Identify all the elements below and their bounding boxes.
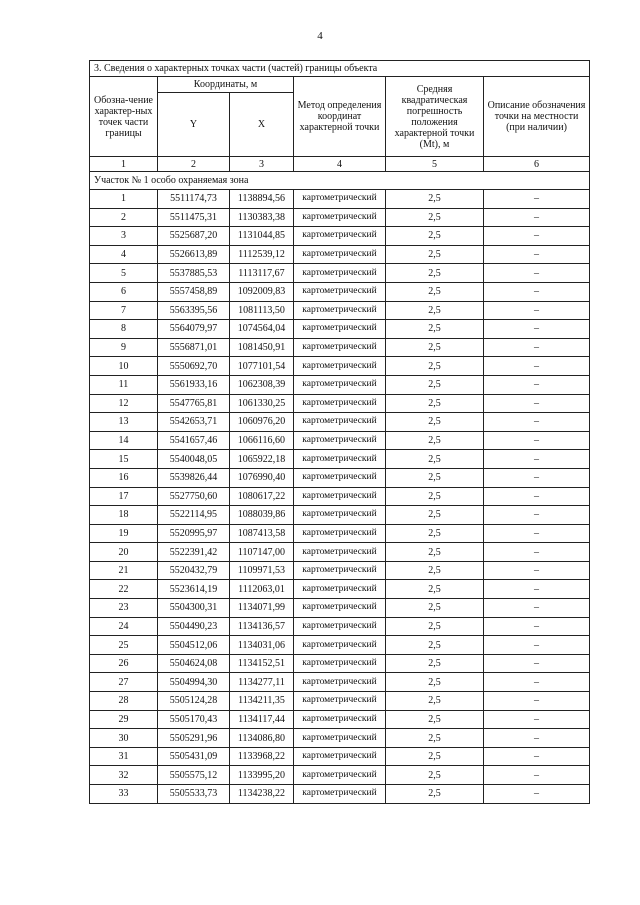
description-cell: – xyxy=(484,747,590,766)
point-number-cell: 2 xyxy=(90,208,158,227)
accuracy-cell: 2,5 xyxy=(386,729,484,748)
coord-y-cell: 5541657,46 xyxy=(158,431,230,450)
description-cell: – xyxy=(484,431,590,450)
coord-y-cell: 5525687,20 xyxy=(158,227,230,246)
coord-x-cell: 1134086,80 xyxy=(230,729,294,748)
accuracy-cell: 2,5 xyxy=(386,245,484,264)
boundary-points-table xyxy=(89,60,590,804)
point-number-cell: 8 xyxy=(90,320,158,339)
point-number-cell: 18 xyxy=(90,506,158,525)
coord-x-cell: 1134152,51 xyxy=(230,654,294,673)
coord-y-cell: 5520432,79 xyxy=(158,561,230,580)
accuracy-cell: 2,5 xyxy=(386,431,484,450)
accuracy-cell: 2,5 xyxy=(386,617,484,636)
description-cell: – xyxy=(484,375,590,394)
accuracy-cell: 2,5 xyxy=(386,450,484,469)
coord-y-cell: 5505124,28 xyxy=(158,692,230,711)
table-row xyxy=(90,375,590,394)
coord-x-cell: 1076990,40 xyxy=(230,468,294,487)
header-accuracy: Средняя квадратическая погрешность положения характерной точки (Mt), м xyxy=(386,77,484,157)
coord-x-cell: 1087413,58 xyxy=(230,524,294,543)
column-number: 4 xyxy=(294,157,386,172)
column-number: 3 xyxy=(230,157,294,172)
coord-x-cell: 1134238,22 xyxy=(230,785,294,804)
table-row xyxy=(90,487,590,506)
point-number-cell: 27 xyxy=(90,673,158,692)
coord-y-cell: 5504300,31 xyxy=(158,599,230,618)
table-row xyxy=(90,599,590,618)
accuracy-cell: 2,5 xyxy=(386,227,484,246)
header-description: Описание обозначения точки на местности (при наличии) xyxy=(484,77,590,157)
method-cell: картометрический xyxy=(294,190,386,209)
method-cell: картометрический xyxy=(294,245,386,264)
accuracy-cell: 2,5 xyxy=(386,543,484,562)
coord-x-cell: 1081450,91 xyxy=(230,338,294,357)
table-row xyxy=(90,766,590,785)
point-number-cell: 21 xyxy=(90,561,158,580)
description-cell: – xyxy=(484,301,590,320)
description-cell: – xyxy=(484,320,590,339)
method-cell: картометрический xyxy=(294,431,386,450)
coord-y-cell: 5505533,73 xyxy=(158,785,230,804)
point-number-cell: 17 xyxy=(90,487,158,506)
description-cell: – xyxy=(484,487,590,506)
table-row xyxy=(90,673,590,692)
point-number-cell: 32 xyxy=(90,766,158,785)
accuracy-cell: 2,5 xyxy=(386,190,484,209)
coord-y-cell: 5539826,44 xyxy=(158,468,230,487)
table-row xyxy=(90,785,590,804)
table-row xyxy=(90,580,590,599)
column-number-row xyxy=(90,157,590,172)
accuracy-cell: 2,5 xyxy=(386,357,484,376)
accuracy-cell: 2,5 xyxy=(386,264,484,283)
table-row xyxy=(90,357,590,376)
point-number-cell: 3 xyxy=(90,227,158,246)
description-cell: – xyxy=(484,766,590,785)
accuracy-cell: 2,5 xyxy=(386,580,484,599)
page-number: 4 xyxy=(317,30,323,42)
coord-y-cell: 5511475,31 xyxy=(158,208,230,227)
method-cell: картометрический xyxy=(294,785,386,804)
point-number-cell: 28 xyxy=(90,692,158,711)
accuracy-cell: 2,5 xyxy=(386,413,484,432)
coord-x-cell: 1133968,22 xyxy=(230,747,294,766)
coord-x-cell: 1088039,86 xyxy=(230,506,294,525)
accuracy-cell: 2,5 xyxy=(386,487,484,506)
coord-y-cell: 5522114,95 xyxy=(158,506,230,525)
table-row xyxy=(90,245,590,264)
coord-y-cell: 5556871,01 xyxy=(158,338,230,357)
point-number-cell: 10 xyxy=(90,357,158,376)
method-cell: картометрический xyxy=(294,208,386,227)
coord-y-cell: 5505431,09 xyxy=(158,747,230,766)
accuracy-cell: 2,5 xyxy=(386,320,484,339)
table-row xyxy=(90,190,590,209)
point-number-cell: 16 xyxy=(90,468,158,487)
point-number-cell: 6 xyxy=(90,282,158,301)
table-row xyxy=(90,282,590,301)
table-row xyxy=(90,729,590,748)
description-cell: – xyxy=(484,506,590,525)
description-cell: – xyxy=(484,338,590,357)
coord-y-cell: 5537885,53 xyxy=(158,264,230,283)
coord-y-cell: 5522391,42 xyxy=(158,543,230,562)
method-cell: картометрический xyxy=(294,394,386,413)
coord-x-cell: 1134277,11 xyxy=(230,673,294,692)
method-cell: картометрический xyxy=(294,468,386,487)
coord-x-cell: 1060976,20 xyxy=(230,413,294,432)
coord-x-cell: 1112063,01 xyxy=(230,580,294,599)
accuracy-cell: 2,5 xyxy=(386,599,484,618)
method-cell: картометрический xyxy=(294,654,386,673)
coord-x-cell: 1134031,06 xyxy=(230,636,294,655)
section-title: 3. Сведения о характерных точках части (частей) границы объекта xyxy=(90,61,590,77)
coord-y-cell: 5511174,73 xyxy=(158,190,230,209)
table-row xyxy=(90,506,590,525)
header-y: Y xyxy=(158,93,230,157)
coord-x-cell: 1134136,57 xyxy=(230,617,294,636)
point-number-cell: 7 xyxy=(90,301,158,320)
table-row xyxy=(90,450,590,469)
table-row xyxy=(90,747,590,766)
method-cell: картометрический xyxy=(294,673,386,692)
description-cell: – xyxy=(484,450,590,469)
method-cell: картометрический xyxy=(294,747,386,766)
coord-x-cell: 1131044,85 xyxy=(230,227,294,246)
method-cell: картометрический xyxy=(294,282,386,301)
coord-x-cell: 1109971,53 xyxy=(230,561,294,580)
coord-y-cell: 5505170,43 xyxy=(158,710,230,729)
coord-y-cell: 5523614,19 xyxy=(158,580,230,599)
method-cell: картометрический xyxy=(294,729,386,748)
accuracy-cell: 2,5 xyxy=(386,710,484,729)
method-cell: картометрический xyxy=(294,599,386,618)
coord-x-cell: 1077101,54 xyxy=(230,357,294,376)
method-cell: картометрический xyxy=(294,487,386,506)
method-cell: картометрический xyxy=(294,320,386,339)
method-cell: картометрический xyxy=(294,710,386,729)
table-row xyxy=(90,227,590,246)
description-cell: – xyxy=(484,617,590,636)
description-cell: – xyxy=(484,468,590,487)
column-number: 6 xyxy=(484,157,590,172)
table-row xyxy=(90,561,590,580)
point-number-cell: 1 xyxy=(90,190,158,209)
description-cell: – xyxy=(484,413,590,432)
method-cell: картометрический xyxy=(294,264,386,283)
accuracy-cell: 2,5 xyxy=(386,282,484,301)
coord-x-cell: 1138894,56 xyxy=(230,190,294,209)
coord-x-cell: 1133995,20 xyxy=(230,766,294,785)
description-cell: – xyxy=(484,654,590,673)
coord-x-cell: 1080617,22 xyxy=(230,487,294,506)
coord-x-cell: 1112539,12 xyxy=(230,245,294,264)
header-designation: Обозна-чение характер-ных точек части границы xyxy=(90,77,158,157)
accuracy-cell: 2,5 xyxy=(386,338,484,357)
description-cell: – xyxy=(484,208,590,227)
table-row xyxy=(90,692,590,711)
coord-y-cell: 5542653,71 xyxy=(158,413,230,432)
description-cell: – xyxy=(484,785,590,804)
table-row xyxy=(90,543,590,562)
point-number-cell: 19 xyxy=(90,524,158,543)
coord-x-cell: 1074564,04 xyxy=(230,320,294,339)
description-cell: – xyxy=(484,599,590,618)
point-number-cell: 31 xyxy=(90,747,158,766)
coord-y-cell: 5547765,81 xyxy=(158,394,230,413)
method-cell: картометрический xyxy=(294,766,386,785)
table-row xyxy=(90,264,590,283)
coord-x-cell: 1066116,60 xyxy=(230,431,294,450)
point-number-cell: 33 xyxy=(90,785,158,804)
parcel-title: Участок № 1 особо охраняемая зона xyxy=(90,172,590,190)
method-cell: картометрический xyxy=(294,580,386,599)
method-cell: картометрический xyxy=(294,524,386,543)
coord-y-cell: 5563395,56 xyxy=(158,301,230,320)
point-number-cell: 11 xyxy=(90,375,158,394)
coord-x-cell: 1134071,99 xyxy=(230,599,294,618)
point-number-cell: 9 xyxy=(90,338,158,357)
method-cell: картометрический xyxy=(294,617,386,636)
point-number-cell: 22 xyxy=(90,580,158,599)
description-cell: – xyxy=(484,357,590,376)
method-cell: картометрический xyxy=(294,413,386,432)
coord-x-cell: 1107147,00 xyxy=(230,543,294,562)
point-number-cell: 12 xyxy=(90,394,158,413)
accuracy-cell: 2,5 xyxy=(386,208,484,227)
table-row xyxy=(90,413,590,432)
accuracy-cell: 2,5 xyxy=(386,561,484,580)
accuracy-cell: 2,5 xyxy=(386,654,484,673)
accuracy-cell: 2,5 xyxy=(386,747,484,766)
accuracy-cell: 2,5 xyxy=(386,394,484,413)
method-cell: картометрический xyxy=(294,301,386,320)
coord-x-cell: 1081113,50 xyxy=(230,301,294,320)
description-cell: – xyxy=(484,580,590,599)
accuracy-cell: 2,5 xyxy=(386,301,484,320)
header-row-top xyxy=(90,77,590,93)
column-number: 2 xyxy=(158,157,230,172)
method-cell: картометрический xyxy=(294,692,386,711)
description-cell: – xyxy=(484,543,590,562)
coord-y-cell: 5504490,23 xyxy=(158,617,230,636)
description-cell: – xyxy=(484,264,590,283)
coord-y-cell: 5561933,16 xyxy=(158,375,230,394)
table-row xyxy=(90,431,590,450)
accuracy-cell: 2,5 xyxy=(386,524,484,543)
point-number-cell: 26 xyxy=(90,654,158,673)
point-number-cell: 24 xyxy=(90,617,158,636)
table-row xyxy=(90,654,590,673)
coord-y-cell: 5505575,12 xyxy=(158,766,230,785)
accuracy-cell: 2,5 xyxy=(386,766,484,785)
header-coordinates: Координаты, м xyxy=(158,77,294,93)
coord-y-cell: 5527750,60 xyxy=(158,487,230,506)
point-number-cell: 25 xyxy=(90,636,158,655)
method-cell: картометрический xyxy=(294,506,386,525)
accuracy-cell: 2,5 xyxy=(386,506,484,525)
accuracy-cell: 2,5 xyxy=(386,468,484,487)
coord-y-cell: 5505291,96 xyxy=(158,729,230,748)
method-cell: картометрический xyxy=(294,375,386,394)
accuracy-cell: 2,5 xyxy=(386,785,484,804)
point-number-cell: 15 xyxy=(90,450,158,469)
coord-x-cell: 1092009,83 xyxy=(230,282,294,301)
point-number-cell: 23 xyxy=(90,599,158,618)
description-cell: – xyxy=(484,561,590,580)
coord-y-cell: 5550692,70 xyxy=(158,357,230,376)
point-number-cell: 13 xyxy=(90,413,158,432)
point-number-cell: 20 xyxy=(90,543,158,562)
method-cell: картометрический xyxy=(294,357,386,376)
point-number-cell: 30 xyxy=(90,729,158,748)
coord-y-cell: 5540048,05 xyxy=(158,450,230,469)
coord-x-cell: 1134211,35 xyxy=(230,692,294,711)
parcel-title-row xyxy=(90,172,590,190)
coord-x-cell: 1130383,38 xyxy=(230,208,294,227)
description-cell: – xyxy=(484,729,590,748)
description-cell: – xyxy=(484,394,590,413)
column-number: 1 xyxy=(90,157,158,172)
table-row xyxy=(90,338,590,357)
column-number: 5 xyxy=(386,157,484,172)
coord-y-cell: 5504512,06 xyxy=(158,636,230,655)
method-cell: картометрический xyxy=(294,227,386,246)
coord-y-cell: 5520995,97 xyxy=(158,524,230,543)
description-cell: – xyxy=(484,710,590,729)
coord-x-cell: 1113117,67 xyxy=(230,264,294,283)
table-row xyxy=(90,617,590,636)
accuracy-cell: 2,5 xyxy=(386,692,484,711)
method-cell: картометрический xyxy=(294,450,386,469)
table-row xyxy=(90,320,590,339)
coord-x-cell: 1061330,25 xyxy=(230,394,294,413)
header-x: X xyxy=(230,93,294,157)
method-cell: картометрический xyxy=(294,636,386,655)
description-cell: – xyxy=(484,524,590,543)
coord-y-cell: 5504624,08 xyxy=(158,654,230,673)
description-cell: – xyxy=(484,282,590,301)
coord-x-cell: 1134117,44 xyxy=(230,710,294,729)
description-cell: – xyxy=(484,227,590,246)
table-row xyxy=(90,636,590,655)
point-number-cell: 29 xyxy=(90,710,158,729)
coord-y-cell: 5564079,97 xyxy=(158,320,230,339)
method-cell: картометрический xyxy=(294,338,386,357)
table-row xyxy=(90,394,590,413)
coord-y-cell: 5557458,89 xyxy=(158,282,230,301)
coord-y-cell: 5504994,30 xyxy=(158,673,230,692)
section-title-row xyxy=(90,61,590,77)
description-cell: – xyxy=(484,636,590,655)
coord-x-cell: 1065922,18 xyxy=(230,450,294,469)
description-cell: – xyxy=(484,245,590,264)
accuracy-cell: 2,5 xyxy=(386,375,484,394)
table-row xyxy=(90,208,590,227)
table-row xyxy=(90,710,590,729)
table-row xyxy=(90,301,590,320)
point-number-cell: 5 xyxy=(90,264,158,283)
point-number-cell: 14 xyxy=(90,431,158,450)
table-row xyxy=(90,468,590,487)
coord-x-cell: 1062308,39 xyxy=(230,375,294,394)
coord-y-cell: 5526613,89 xyxy=(158,245,230,264)
description-cell: – xyxy=(484,190,590,209)
table-row xyxy=(90,524,590,543)
description-cell: – xyxy=(484,692,590,711)
accuracy-cell: 2,5 xyxy=(386,673,484,692)
accuracy-cell: 2,5 xyxy=(386,636,484,655)
header-method: Метод определения координат характерной точки xyxy=(294,77,386,157)
point-number-cell: 4 xyxy=(90,245,158,264)
method-cell: картометрический xyxy=(294,561,386,580)
method-cell: картометрический xyxy=(294,543,386,562)
description-cell: – xyxy=(484,673,590,692)
